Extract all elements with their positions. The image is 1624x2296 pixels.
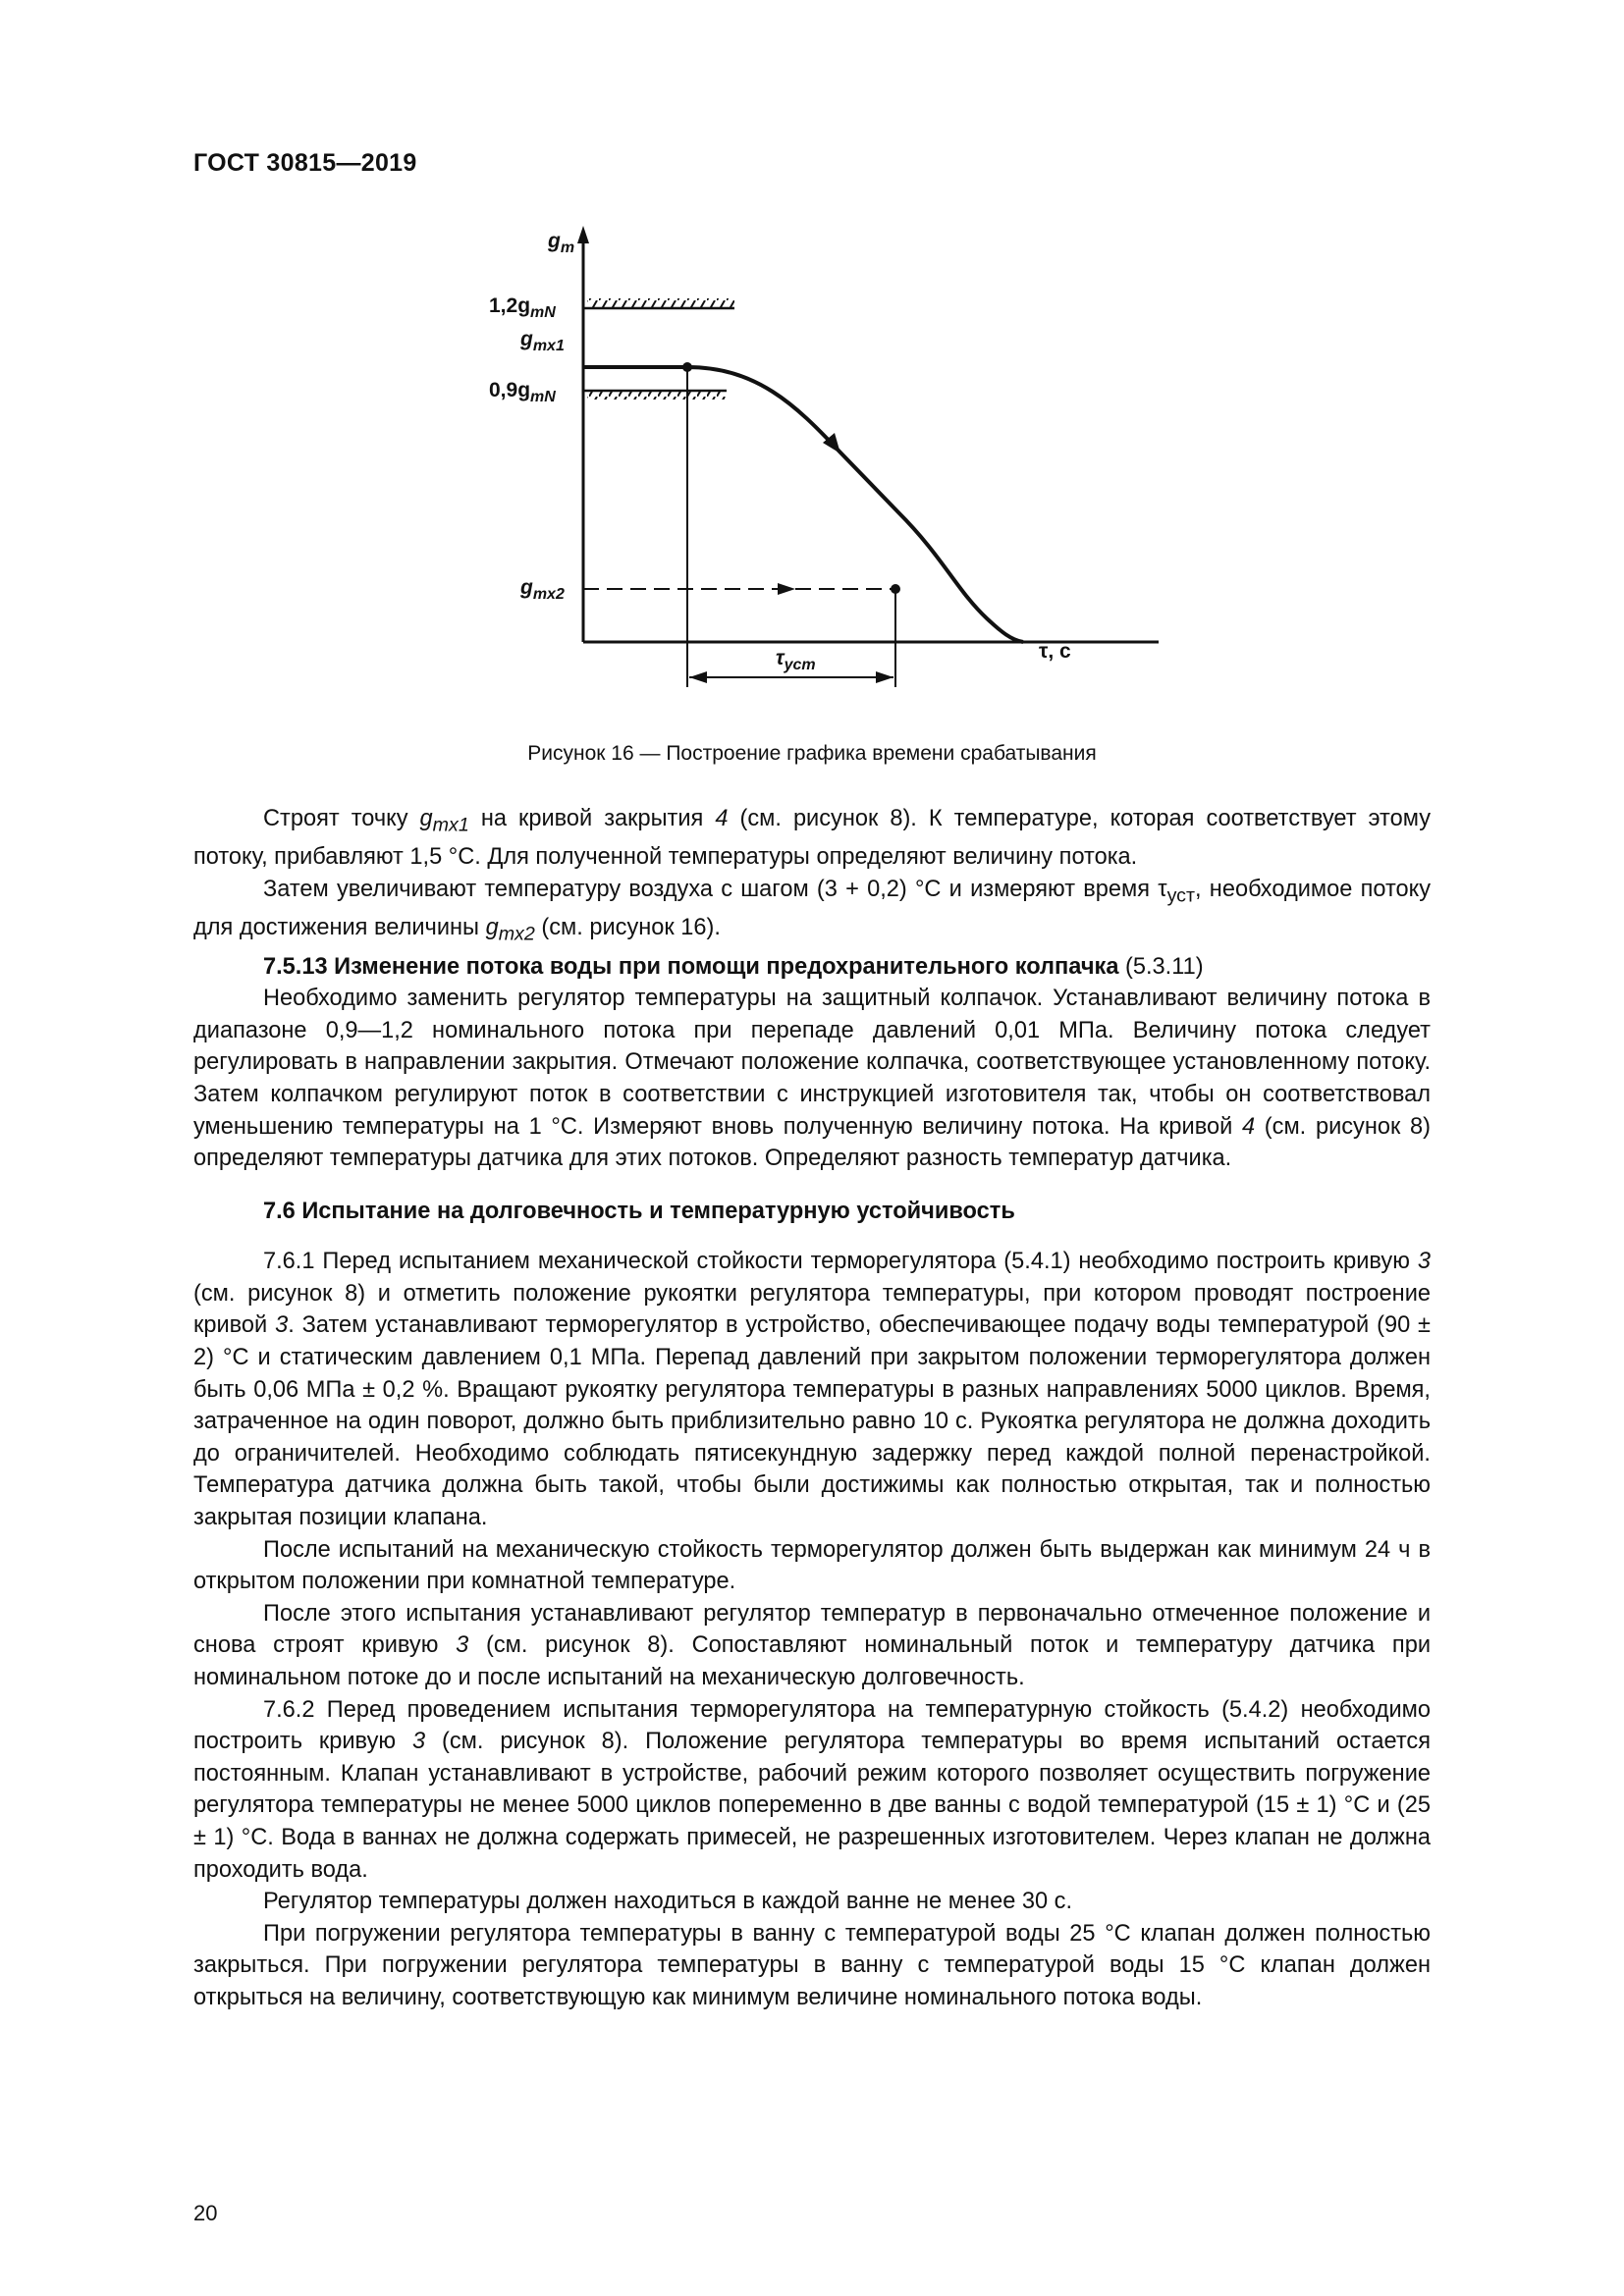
paragraph-7-6-2: 7.6.2 Перед проведением испытания терморегулятора на температурную стойкость (5.4.2) необходимо построить кривую 3 (см. рисунок 8). Положение регулятора температуры во время испытаний остается постоянным. Клапан устанавливают в устройстве, рабочий режим которого позволяет осуществить погружение регулятора температуры не менее 5000 циклов попеременно в две ванны с водой температурой (15 ± 1) °С и (25 ± 1) °С. Вода в ваннах не должна содержать примесей, не разрешенных изготовителем. Через клапан не должна проходить вода. xyxy=(193,1696,1431,1883)
paragraph-6: После испытаний на механическую стойкость терморегулятор должен быть выдержан как минимум 24 ч в открытом положении при комнатной температуре. xyxy=(193,1536,1431,1595)
upper-limit-hatch xyxy=(587,298,734,308)
paragraph-7-6-1: 7.6.1 Перед испытанием механической стойкости терморегулятора (5.4.1) необходимо построить кривую 3 (см. рисунок 8) и отметить положение рукоятки регулятора температуры, при котором проводят построение кривой 3. Затем устанавливают терморегулятор в устройство, обеспечивающее подачу воды температурой (90 ± 2) °С и статическим давлением 0,1 МПа. Перепад давлений при закрытом положении терморегулятора должен быть 0,06 МПа ± 0,2 %. Вращают рукоятку регулятора температуры в разных направлениях 5000 циклов. Время, затраченное на один поворот, должно быть приблизительно равно 10 с. Рукоятка регулятора не должна доходить до ограничителей. Необходимо соблюдать пятисекундную задержку перед каждой полной перенастройкой. Температура датчика должна быть такой, чтобы были достижимы как полностью открытая, так и полностью закрытая позиции клапана. xyxy=(193,1249,1431,1531)
body-text xyxy=(193,803,1431,2014)
upper-limit-label: $1,2g_{mN}$ xyxy=(489,294,556,321)
y-axis-arrow xyxy=(577,226,589,243)
paragraph-4: Необходимо заменить регулятор температуры на защитный колпачок. Устанавливают величину потока в диапазоне 0,9—1,2 номинального потока при перепаде давлений 0,01 МПа. Величину потока следует регулировать в направлении закрытия. Отмечают положение колпачка, соответствующее установленному потоку. Затем колпачком регулируют поток в соответствии с инструкцией изготовителя так, чтобы он соответствовал уменьшению температуры на 1 °С. Измеряют вновь полученную величину потока. На кривой 4 (см. рисунок 8) определяют температуры датчика для этих потоков. Определяют разность температур датчика. xyxy=(193,986,1431,1172)
paragraph-2: Затем увеличивают температуру воздуха с шагом (3 + 0,2) °С и измеряют время $\tau_{уст}$, необходимое потоку для достижения величины $g_{mx2}$ (см. рисунок 16). xyxy=(193,876,1431,945)
clause-7-5-13: 7.5.13 Изменение потока воды при помощи предохранительного колпачка (5.3.11) xyxy=(263,953,1204,980)
tau-label: $\tau_{уст}$ xyxy=(776,647,816,673)
lower-limit-real-hatch xyxy=(587,391,727,400)
closing-curve xyxy=(687,367,1023,642)
figure-16-graph xyxy=(461,218,1247,709)
y-axis-label: $g_m$ xyxy=(548,230,575,256)
paragraph-7: После этого испытания устанавливают регулятор температур в первоначально отмеченное положение и снова строят кривую 3 (см. рисунок 8). Сопоставляют номинальный поток и температуру датчика при номинальном потоке до и после испытаний на механическую долговечность. xyxy=(193,1600,1431,1690)
gmx1-label: $g_{mx1}$ xyxy=(520,328,565,354)
tau-arrow-right xyxy=(876,671,893,683)
lower-limit-label: $0,9g_{mN}$ xyxy=(489,379,556,405)
x-axis-label: τ, с xyxy=(1039,640,1071,663)
page-number: 20 xyxy=(193,2201,218,2225)
gmx2-label: $g_{mx2}$ xyxy=(520,576,565,603)
document-header: ГОСТ 30815—2019 xyxy=(193,149,417,177)
paragraph-9: Регулятор температуры должен находиться в каждой ванне не менее 30 с. xyxy=(263,1889,1073,1915)
response-time-diagram xyxy=(461,218,1247,709)
tau-arrow-left xyxy=(689,671,707,683)
figure-caption: Рисунок 16 — Построение графика времени срабатывания xyxy=(527,742,1097,765)
heading-7-6: 7.6 Испытание на долговечность и температурную устойчивость xyxy=(263,1198,1015,1224)
paragraph-1: Строят точку $g_{mx1}$ на кривой закрытия 4 (см. рисунок 8). К температуре, которая соответствует этому потоку, прибавляют 1,5 °С. Для полученной температуры определяют величину потока. xyxy=(193,806,1431,871)
paragraph-10: При погружении регулятора температуры в ванну с температурой воды 25 °С клапан должен полностью закрыться. При погружении регулятора температуры в ванну с температурой воды 15 °С клапан должен открыться на величину, соответствующую как минимум величине номинального потока воды. xyxy=(193,1920,1431,2010)
gmx2-arrow xyxy=(778,583,795,595)
